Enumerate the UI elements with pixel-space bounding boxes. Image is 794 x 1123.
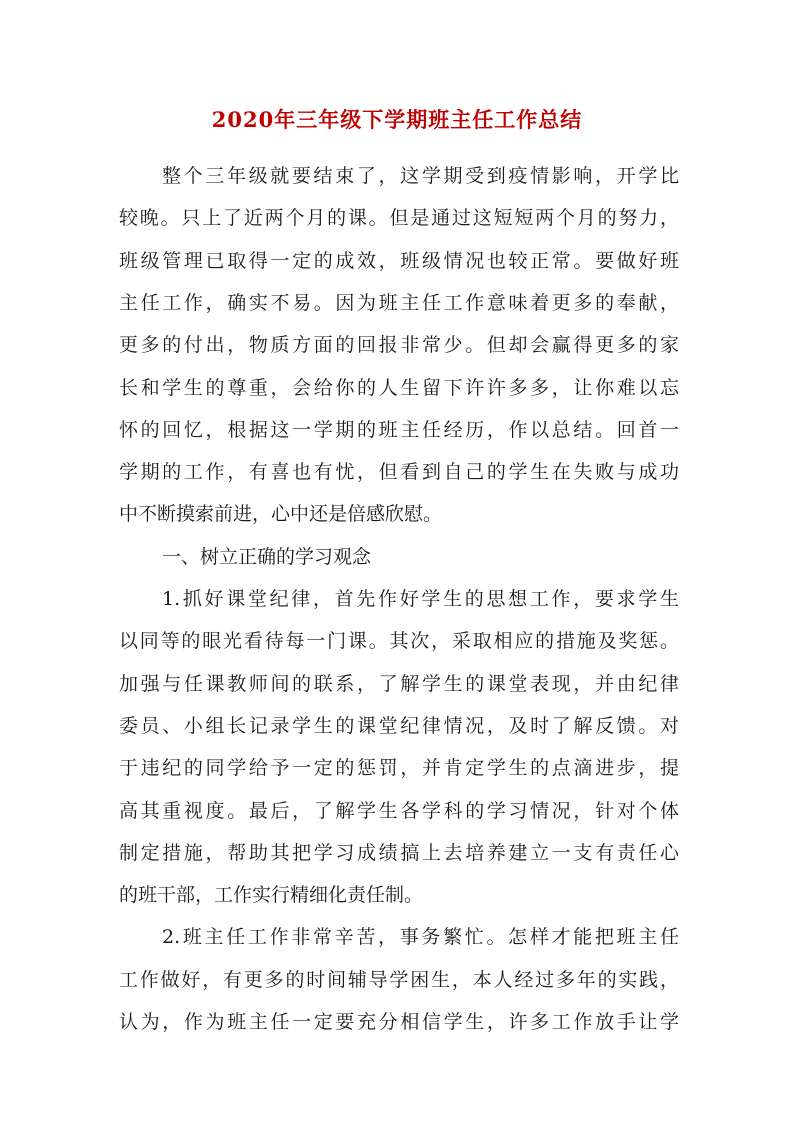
body-line: 高其重视度。最后，了解学生各学科的学习情况，针对个体 xyxy=(119,800,679,822)
body-line: 工作做好，有更多的时间辅导学困生，本人经过多年的实践， xyxy=(119,969,679,991)
body-line: 更多的付出，物质方面的回报非常少。但却会赢得更多的家 xyxy=(119,334,679,356)
body-line: 中不断摸索前进，心中还是倍感欣慰。 xyxy=(119,503,443,525)
body-line: 1.抓好课堂纪律，首先作好学生的思想工作，要求学生 xyxy=(162,588,679,610)
body-line: 主任工作，确实不易。因为班主任工作意味着更多的奉献， xyxy=(119,292,679,314)
body-line: 加强与任课教师间的联系，了解学生的课堂表现，并由纪律 xyxy=(119,673,679,695)
body-line: 整个三年级就要结束了，这学期受到疫情影响，开学比 xyxy=(162,165,679,187)
body-line: 学期的工作，有喜也有忧，但看到自己的学生在失败与成功 xyxy=(119,461,679,483)
body-line: 2.班主任工作非常辛苦，事务繁忙。怎样才能把班主任 xyxy=(162,926,679,948)
body-line: 怀的回忆，根据这一学期的班主任经历，作以总结。回首一 xyxy=(119,419,679,441)
body-line: 以同等的眼光看待每一门课。其次，采取相应的措施及奖惩。 xyxy=(119,630,679,652)
body-line: 长和学生的尊重，会给你的人生留下许许多多，让你难以忘 xyxy=(119,377,679,399)
body-line: 于违纪的同学给予一定的惩罚，并肯定学生的点滴进步，提 xyxy=(119,757,679,779)
body-line: 的班干部，工作实行精细化责任制。 xyxy=(119,884,424,906)
body-line: 委员、小组长记录学生的课堂纪律情况，及时了解反馈。对 xyxy=(119,715,679,737)
body-line: 一、树立正确的学习观念 xyxy=(162,546,372,568)
body-line: 班级管理已取得一定的成效，班级情况也较正常。要做好班 xyxy=(119,250,679,272)
document-title: 2020年三年级下学期班主任工作总结 xyxy=(211,107,583,132)
body-line: 认为，作为班主任一定要充分相信学生，许多工作放手让学 xyxy=(119,1011,679,1033)
body-line: 制定措施，帮助其把学习成绩搞上去培养建立一支有责任心 xyxy=(119,842,679,864)
body-line: 较晚。只上了近两个月的课。但是通过这短短两个月的努力， xyxy=(119,207,679,229)
